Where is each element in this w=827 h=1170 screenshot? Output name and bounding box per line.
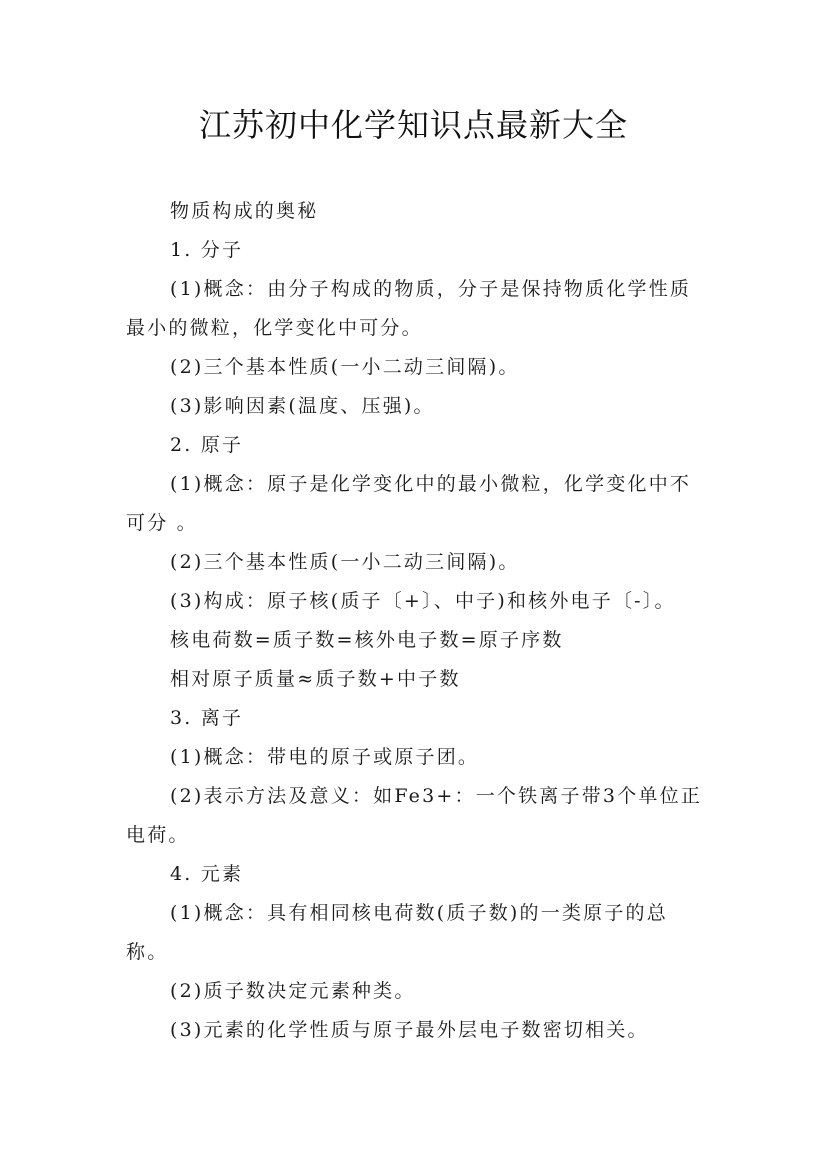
formula-line: 核电荷数=质子数=核外电子数=原子序数 xyxy=(170,629,564,651)
paragraph: (1)概念：带电的原子或原子团。 xyxy=(170,746,480,768)
subsection-heading: 4. 元素 xyxy=(170,863,244,885)
paragraph: (2)质子数决定元素种类。 xyxy=(170,980,416,1002)
document-title: 江苏初中化学知识点最新大全 xyxy=(198,106,628,144)
paragraph: (3)元素的化学性质与原子最外层电子数密切相关。 xyxy=(170,1019,649,1041)
paragraph: (1)概念：原子是化学变化中的最小微粒，化学变化中不可分 。 xyxy=(126,473,692,534)
subsection-heading: 3. 离子 xyxy=(170,707,244,729)
paragraph: (2)表示方法及意义：如Fe3+：一个铁离子带3个单位正电荷。 xyxy=(126,785,702,846)
paragraph: (1)概念：由分子构成的物质，分子是保持物质化学性质最小的微粒，化学变化中可分。 xyxy=(126,278,692,339)
subsection-heading: 1. 分子 xyxy=(170,239,244,261)
section-heading: 物质构成的奥秘 xyxy=(170,200,319,222)
document-body xyxy=(126,192,706,1050)
paragraph: (3)影响因素(温度、压强)。 xyxy=(170,395,435,417)
paragraph: (2)三个基本性质(一小二动三间隔)。 xyxy=(170,551,520,573)
paragraph: (3)构成：原子核(质子〔+〕、中子)和核外电子〔-〕。 xyxy=(170,590,676,612)
paragraph: (1)概念：具有相同核电荷数(质子数)的一类原子的总称。 xyxy=(126,902,668,963)
paragraph: (2)三个基本性质(一小二动三间隔)。 xyxy=(170,356,520,378)
subsection-heading: 2. 原子 xyxy=(170,434,244,456)
formula-line: 相对原子质量≈质子数+中子数 xyxy=(170,668,461,690)
